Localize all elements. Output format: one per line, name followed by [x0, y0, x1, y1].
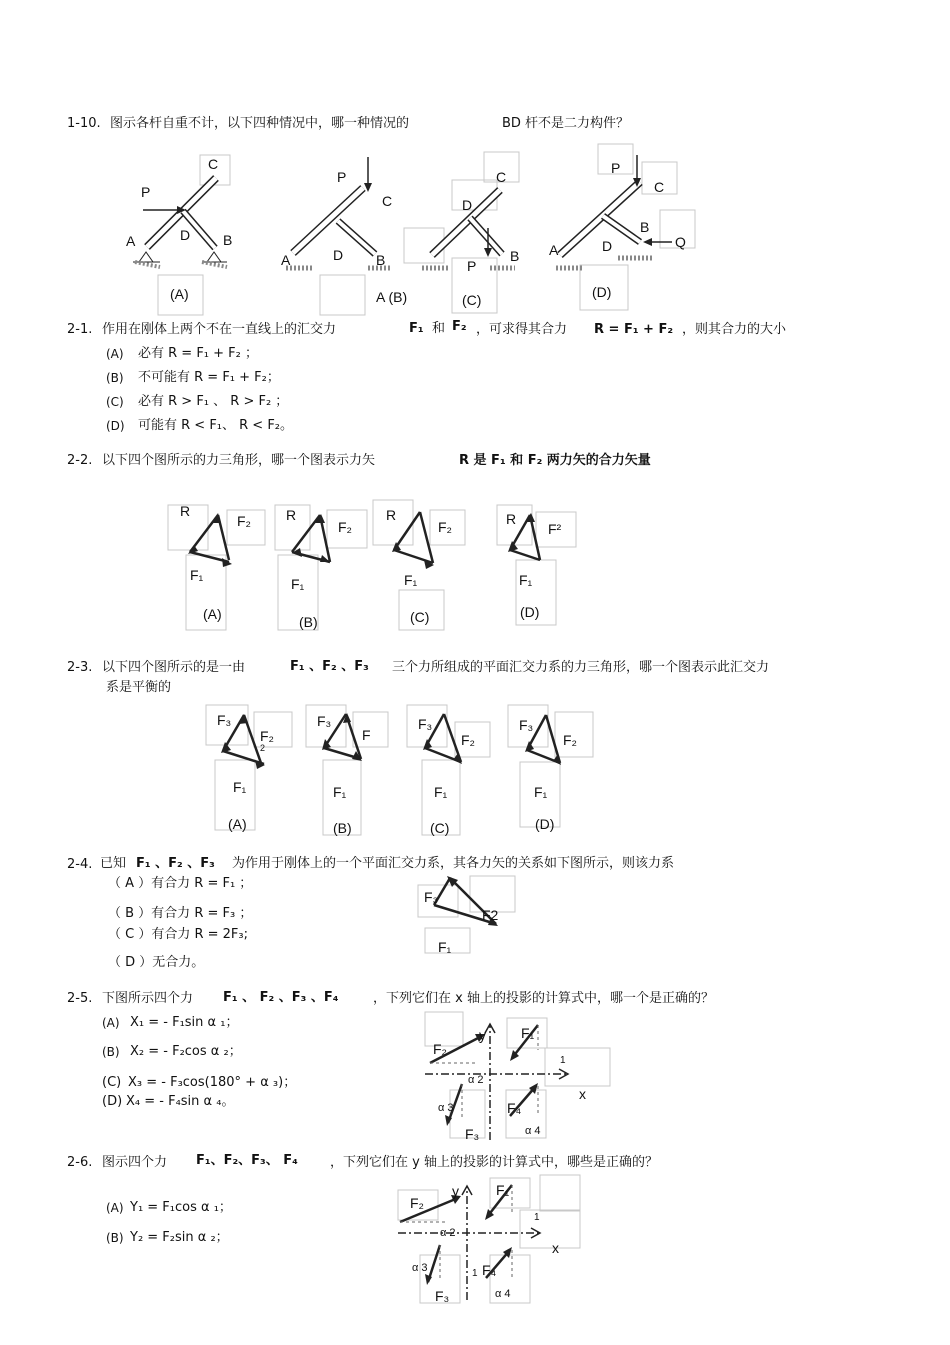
q24-text: 已知: [100, 856, 127, 871]
q23-d-label-f1: F₁: [534, 784, 548, 800]
q23-number: 2-3.: [67, 660, 93, 675]
q26-label-x: x: [552, 1240, 559, 1256]
q26-label-alpha2: α 2: [440, 1227, 456, 1239]
q23-caption-a: (A): [228, 816, 247, 832]
q21-option-b-label: (B): [106, 371, 124, 385]
q22-text2: R 是 F₁ 和 F₂ 两力矢的合力矢量: [459, 453, 651, 468]
q22-text: 以下四个图所示的力三角形，哪一个图表示力矢: [102, 453, 376, 468]
q23-text3: 系是平衡的: [106, 680, 172, 695]
q22-a-label-r: R: [180, 503, 191, 519]
q110-label-d: D: [333, 247, 344, 263]
q25-option-b-label: (B): [102, 1045, 120, 1059]
q21-option-a-text: 必有 R = F₁ + F₂ ；: [138, 346, 258, 361]
q25-label-alpha3: α 3: [438, 1102, 454, 1114]
q25-option-c-label: (C): [102, 1075, 122, 1090]
q23-d-label-f3: F₃: [519, 717, 534, 733]
q21-text2: ，可求得其合力: [476, 322, 568, 337]
q21-option-d-text: 可能有 R < F₁、 R < F₂。: [138, 418, 294, 433]
q26-label-sub1: 1: [534, 1212, 540, 1223]
q23-a-label-f2: F₂: [260, 728, 274, 744]
q21-option-d-label: (D): [106, 419, 125, 433]
q22-caption-a: (A): [203, 606, 222, 622]
q110-label-c: C: [382, 193, 393, 209]
q24-option-c: （ C ）有合力 R = 2F₃;: [108, 927, 249, 942]
q22-number: 2-2.: [67, 453, 93, 468]
q110-text2: BD 杆不是二力构件？: [502, 116, 630, 131]
q24-label-f3: F₃: [424, 889, 439, 905]
q110-caption-c: (C): [462, 292, 482, 308]
q26-text2: ，下列它们在 y 轴上的投影的计算式中，哪些是正确的？: [330, 1155, 658, 1170]
q26-label-f1: F₁: [496, 1182, 510, 1198]
q21-and: 和: [432, 321, 446, 336]
q22-c-label-r: R: [386, 507, 397, 523]
q110-label-d: D: [180, 227, 191, 243]
q25-label-sub1: 1: [560, 1055, 566, 1066]
q26-label-f3: F₃: [435, 1288, 450, 1304]
q110-label-b: B: [376, 252, 386, 268]
q110-label-a: A: [549, 242, 559, 258]
q110-label-q: Q: [675, 234, 686, 250]
q23-b-label-f3: F₃: [317, 713, 332, 729]
q26-label-alpha4: α 4: [495, 1288, 511, 1300]
q24-forces: F₁ 、F₂ 、F₃: [136, 856, 215, 871]
q23-b-label-f: F: [362, 727, 371, 743]
q110-label-c: C: [496, 169, 507, 185]
q110-label-d: D: [602, 238, 613, 254]
q26-number: 2-6.: [67, 1155, 93, 1170]
q24-number: 2-4.: [67, 857, 93, 872]
q110-label-p: P: [337, 169, 347, 185]
q22-c-label-f1: F₁: [404, 572, 418, 588]
q25-option-b-text: X₂ = - F₂cos α ₂；: [130, 1044, 242, 1059]
q25-label-y: y: [479, 1027, 486, 1043]
q22-d-label-f2: F²: [548, 521, 562, 537]
q25-option-d-label: (D): [102, 1094, 123, 1109]
q22-caption-b: (B): [299, 614, 318, 630]
q110-label-b: B: [223, 232, 233, 248]
q25-label-alpha2: α 2: [468, 1074, 484, 1086]
q23-d-label-f2: F₂: [563, 732, 577, 748]
q22-caption-c: (C): [410, 609, 430, 625]
q23-forces: F₁ 、F₂ 、F₃: [290, 659, 369, 674]
q21-f1: F₁: [409, 321, 424, 336]
q25-text2: ，下列它们在 x 轴上的投影的计算式中，哪一个是正确的？: [373, 991, 714, 1006]
q25-option-d-text: X₄ = - F₄sin α ₄。: [126, 1094, 235, 1109]
q23-a-label-f3: F₃: [217, 712, 232, 728]
q26-label-f2: F₂: [410, 1195, 424, 1211]
q26-text: 图示四个力: [102, 1155, 168, 1170]
q25-number: 2-5.: [67, 991, 93, 1006]
q23-a-label-f1: F₁: [233, 779, 247, 795]
q110-label-p: P: [611, 160, 621, 176]
q24-label-f2: F2: [482, 907, 499, 923]
q23-caption-d: (D): [535, 816, 555, 832]
q23-text2: 三个力所组成的平面汇交力系的力三角形，哪一个图表示此汇交力: [392, 660, 770, 675]
q110-caption-a: (A): [170, 286, 189, 302]
q24-option-b: （ B ）有合力 R = F₃ ；: [108, 906, 253, 921]
q25-option-a-text: X₁ = - F₁sin α ₁；: [130, 1015, 239, 1030]
q22-a-label-f2: F₂: [237, 513, 251, 529]
q26-label-f4: F₄: [482, 1262, 497, 1278]
q22-d-label-r: R: [506, 511, 517, 527]
q23-c-label-f1: F₁: [434, 784, 448, 800]
q25-text: 下图所示四个力: [102, 991, 194, 1006]
q21-option-a-label: (A): [106, 347, 124, 361]
q26-label-sub1b: 1: [472, 1268, 478, 1279]
q110-label-p: P: [141, 184, 151, 200]
q26-forces: F₁、F₂、F₃、 F₄: [196, 1153, 298, 1168]
q22-caption-d: (D): [520, 604, 540, 620]
q25-forces: F₁ 、 F₂ 、F₃ 、F₄: [223, 990, 339, 1005]
q110-label-b: B: [640, 219, 650, 235]
q23-a-label-sub: 2: [260, 743, 266, 753]
q21-option-c-label: (C): [106, 395, 124, 409]
q110-label-p: P: [467, 258, 477, 274]
q25-label-alpha4: α 4: [525, 1125, 541, 1137]
q110-label-b: B: [510, 248, 520, 264]
q25-label-f1: F₁: [521, 1025, 535, 1041]
q21-formula: R = F₁ + F₂: [594, 322, 674, 337]
q21-number: 2-1.: [67, 322, 93, 337]
q21-option-c-text: 必有 R > F₁ 、 R > F₂ ；: [138, 394, 289, 409]
q22-b-label-f2: F₂: [338, 519, 352, 535]
q22-b-label-r: R: [286, 507, 297, 523]
q23-b-label-f1: F₁: [333, 784, 347, 800]
q22-c-label-f2: F₂: [438, 519, 452, 535]
q23-caption-c: (C): [430, 820, 450, 836]
q23-text: 以下四个图所示的是一由: [102, 660, 246, 675]
q22-b-label-f1: F₁: [291, 576, 305, 592]
q24-option-a: （ A ）有合力 R = F₁ ；: [108, 876, 253, 891]
q23-c-label-f2: F₂: [461, 732, 475, 748]
q110-label-c: C: [654, 179, 665, 195]
q22-a-label-f1: F₁: [190, 567, 204, 583]
q25-option-c-text: X₃ = - F₃cos(180° + α ₃)；: [128, 1075, 297, 1090]
q26-option-a-label: (A): [106, 1201, 124, 1215]
q25-label-f4: F₄: [507, 1100, 522, 1116]
q24-text2: 为作用于刚体上的一个平面汇交力系，其各力矢的关系如下图所示，则该力系: [232, 856, 675, 871]
q26-option-b-label: (B): [106, 1231, 124, 1245]
q110-number: 1-10.: [67, 116, 101, 131]
q24-label-f1: F₁: [438, 939, 452, 955]
q110-caption-d: (D): [592, 284, 612, 300]
q21-text3: ，则其合力的大小: [682, 322, 787, 337]
q21-text: 作用在刚体上两个不在一直线上的汇交力: [102, 322, 337, 337]
q23-caption-b: (B): [333, 820, 352, 836]
q110-label-a: A: [126, 233, 136, 249]
q110-caption-b: A (B): [376, 289, 408, 305]
q110-label-a: A: [281, 252, 291, 268]
q24-option-d: （ D ）无合力。: [108, 955, 205, 970]
q25-label-x: x: [579, 1086, 586, 1102]
q110-text: 图示各杆自重不计，以下四种情况中，哪一种情况的: [110, 116, 410, 131]
q26-label-y: y: [452, 1183, 459, 1199]
q22-d-label-f1: F₁: [519, 572, 533, 588]
q25-label-f2: F₂: [433, 1041, 447, 1057]
q110-label-d: D: [462, 197, 473, 213]
q25-option-a-label: (A): [102, 1016, 120, 1030]
q110-label-c: C: [208, 156, 219, 172]
q21-option-b-text: 不可能有 R = F₁ + F₂；: [138, 370, 280, 385]
q23-c-label-f3: F₃: [418, 716, 433, 732]
q25-label-f3: F₃: [465, 1126, 480, 1142]
q26-label-alpha3: α 3: [412, 1262, 428, 1274]
q26-option-a-text: Y₁ = F₁cos α ₁；: [130, 1200, 232, 1215]
q21-f2: F₂: [452, 319, 467, 334]
q26-option-b-text: Y₂ = F₂sin α ₂；: [130, 1230, 229, 1245]
